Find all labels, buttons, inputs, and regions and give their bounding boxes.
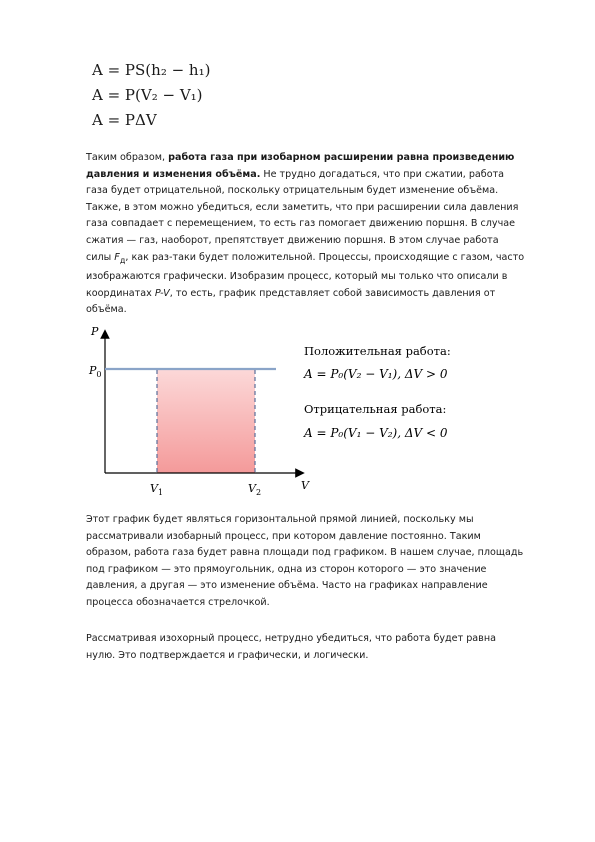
work-area [157, 370, 255, 473]
pv-diagram [86, 322, 466, 497]
positive-work-formula: A = P₀(V₂ − V₁), ΔV > 0 [304, 367, 448, 381]
formula-block [92, 58, 210, 133]
paragraph-text-c: , то есть, график представляет собой зависимость давления от объёма. [86, 287, 496, 316]
formula-work-volume: A = P(V₂ − V₁) [92, 86, 203, 104]
x-axis-label: V [301, 479, 309, 492]
paragraph-intro: Таким образом, [86, 152, 169, 163]
y-axis-label: P [91, 325, 99, 338]
negative-work-formula: A = P₀(V₁ − V₂), ΔV < 0 [304, 426, 448, 440]
paragraph-graph-explanation: Этот график будет являться горизонтальной прямой линией, поскольку мы рассматривали изобарный процесс, при котором давление постоянно. Таким образом, работа газа будет равна площади под графиком. В нашем случае, площадь под графиком — это прямоугольник, одна из сторон которого — это значение давления, а другая — это изменение объёма. Часто на графиках направление процесса обозначается стрелочкой. [86, 514, 524, 608]
force-subscript: д [119, 255, 126, 265]
paragraph-text-b: , как раз-таки будет положительной. Процессы, происходящие с газом, часто изображаются графически. Изобразим процесс, который мы только что описали в координатах [86, 251, 525, 299]
negative-work-title: Отрицательная работа: [304, 402, 447, 416]
v1-label: $V_1$ [150, 482, 164, 497]
key-statement: работа газа при изобарном расширении равна произведению давления и изменения объёма. [86, 152, 515, 180]
formula-work-height: A = PS(h₂ − h₁) [92, 61, 211, 79]
force-symbol: F [114, 251, 120, 263]
v2-label: $V_2$ [248, 482, 262, 497]
paragraph-text-a: Не трудно догадаться, что при сжатии, работа газа будет отрицательной, поскольку отрицательным будет изменение объёма. Также, в этом можно убедиться, если заметить, что при расширении сила давления газа совпадает с перемещением, то есть газ помогает движению поршня. В случае сжатия — газ, наоборот, препятствует движению поршня. В этом случае работа силы [86, 168, 519, 263]
positive-work-title: Положительная работа: [304, 344, 451, 358]
paragraph-isochoric: Рассматривая изохорный процесс, нетрудно убедиться, что работа будет равна нулю. Это подтверждается и графически, и логически. [86, 633, 496, 661]
paragraph-isobaric-work [86, 150, 526, 319]
formula-work-delta: A = PΔV [92, 111, 157, 129]
p0-label: $P_0$ [89, 364, 102, 379]
coordinates-label: P-V [154, 287, 170, 299]
